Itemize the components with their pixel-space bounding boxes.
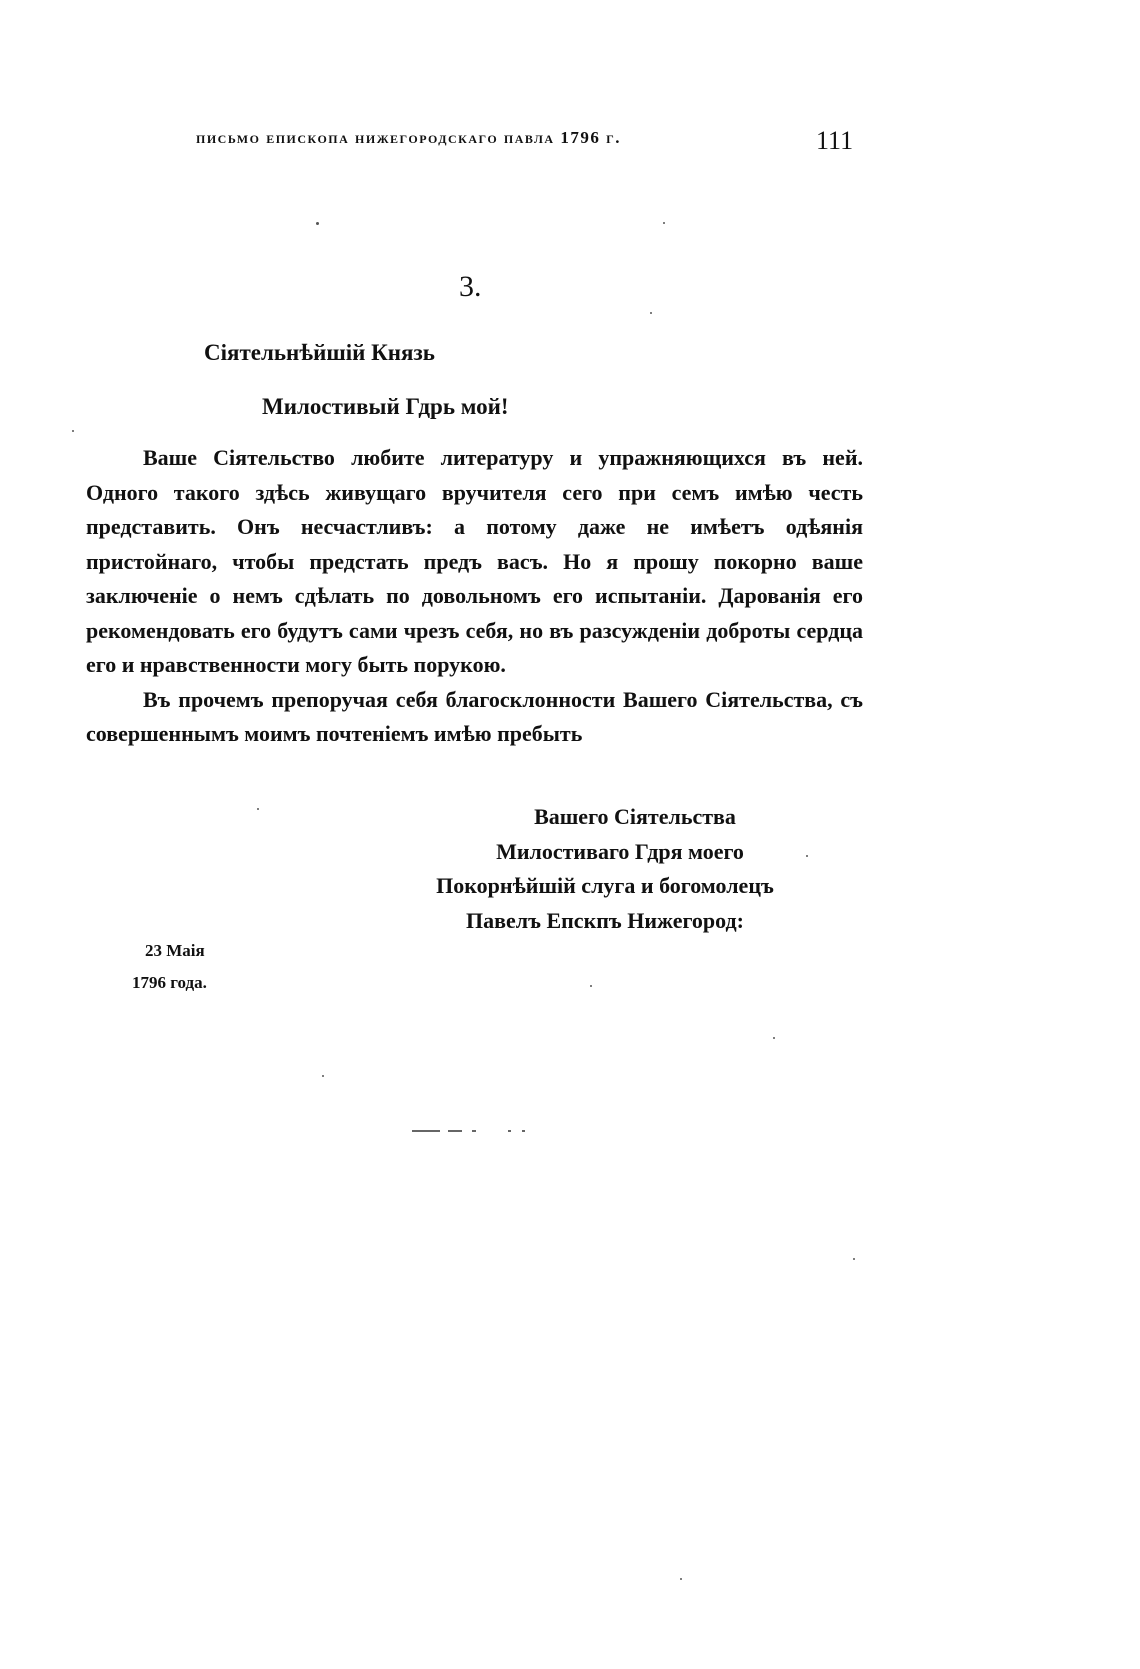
scan-speck	[773, 1037, 775, 1039]
closing-line-1: Вашего Сіятельства	[534, 804, 736, 829]
running-title: письмо епископа нижегородскаго павла 1796 г.	[196, 128, 621, 147]
scan-speck	[680, 1578, 682, 1580]
scan-speck	[322, 1075, 324, 1077]
closing-signature: Павелъ Епскпъ Нижегород:	[466, 907, 744, 933]
scan-speck	[590, 985, 592, 987]
closing-line-2: Милостиваго Гдря моего	[496, 838, 744, 864]
closing-line-3: Покорнѣйшій слуга и богомолецъ	[436, 873, 774, 898]
scan-speck	[853, 1258, 855, 1260]
scan-speck	[316, 222, 319, 225]
date-block	[132, 935, 207, 999]
section-number: 3.	[459, 270, 482, 303]
scan-smudge	[412, 1128, 532, 1134]
scan-speck	[806, 855, 808, 857]
date-day-month: 23 Маія	[145, 941, 205, 960]
salutation-address: Милостивый Гдрь мой!	[262, 394, 509, 419]
date-year: 1796 года.	[132, 973, 207, 992]
scan-speck	[257, 808, 259, 810]
paragraph-2: Въ прочемъ препоручая себя благосклонности Вашего Сіятельства, съ совершеннымъ моимъ почтеніемъ имѣю пребыть	[86, 686, 863, 746]
scan-speck	[72, 430, 74, 432]
letter-body	[86, 441, 863, 752]
signature-block	[380, 800, 830, 938]
scan-speck	[650, 312, 652, 314]
scan-speck	[663, 222, 665, 224]
salutation-title: Сіятельнѣйшій Князь	[204, 340, 435, 365]
paragraph-1: Ваше Сіятельство любите литературу и упражняющихся въ ней. Одного такого здѣсь живущаго вручителя сего при семъ имѣю честь представить. Онъ несчастливъ: а потому даже не имѣетъ одѣянія пристойнаго, чтобы предстать предъ васъ. Но я прошу покорно ваше заключеніе о немъ сдѣлать по довольномъ его испытаніи. Дарованія его рекомендовать его будутъ сами чрезъ себя, но въ разсужденіи доброты сердца его и нравственности могу быть порукою.	[86, 445, 863, 677]
page-number: 111	[816, 126, 854, 155]
